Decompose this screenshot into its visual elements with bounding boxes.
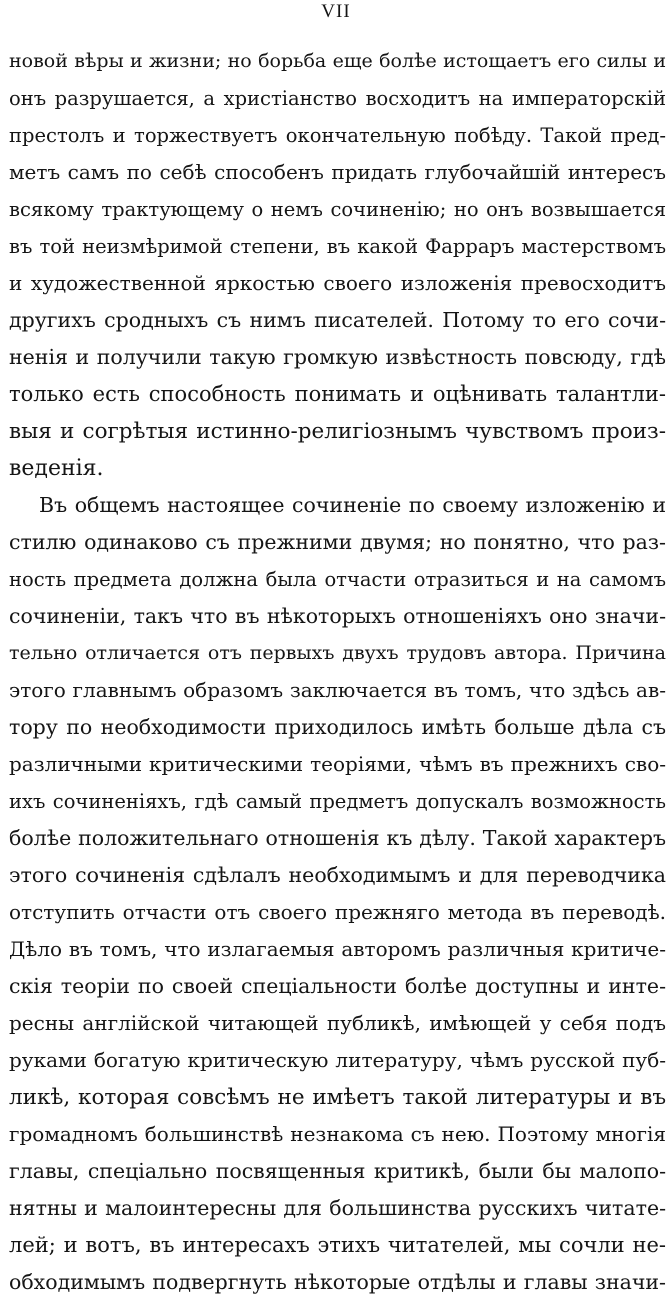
text-line: лей; и вотъ, въ интересахъ этихъ читателей, мы сочли не- (9, 1233, 666, 1257)
text-line: другихъ сродныхъ съ нимъ писателей. Потому то его сочи- (9, 308, 666, 332)
text-line: только есть способность понимать и оцѣнивать талантли- (9, 382, 666, 406)
text-line: отступить отчасти отъ своего прежняго метода въ переводѣ. (9, 900, 666, 924)
text-line: престолъ и торжествуетъ окончательную побѣду. Такой пред- (9, 124, 666, 147)
text-line: ликѣ, которая совсѣмъ не имѣетъ такой литературы и въ (9, 1085, 666, 1110)
text-line: тору по необходимости приходилось имѣть больше дѣла съ (9, 715, 666, 739)
text-line: этого главнымъ образомъ заключается въ томъ, что здѣсь ав- (9, 678, 666, 702)
text-line: стилю одинаково съ прежними двумя; но понятно, что раз- (9, 530, 666, 554)
text-line: выя и согрѣтыя истинно-религіознымъ чувствомъ произ- (9, 419, 666, 444)
text-line: этого сочиненія сдѣлалъ необходимымъ и для переводчика (9, 863, 666, 887)
text-line: всякому трактующему о немъ сочиненію; но онъ возвышается (9, 198, 666, 221)
paragraph-end-line: веденія. (9, 456, 104, 481)
text-line: ность предмета должна была отчасти отразиться и на самомъ (9, 568, 666, 591)
text-line: ресны англійской читающей публикѣ, имѣющей у себя подъ (9, 1011, 666, 1035)
body-text (9, 43, 666, 1301)
text-line: громадномъ большинствѣ незнакома съ нею. Поэтому многія (9, 1122, 666, 1146)
text-line: новой вѣры и жизни; но борьба еще болѣе истощаетъ его силы и (9, 50, 666, 72)
text-line: скія теоріи по своей спеціальности болѣе доступны и инте- (9, 974, 666, 998)
page-number: VII (321, 1, 351, 22)
text-line: метъ самъ по себѣ способенъ придать глубочайшій интересъ (9, 160, 666, 184)
text-line: различными критическими теоріями, чѣмъ въ прежнихъ сво- (9, 752, 666, 776)
text-line: онъ разрушается, а христіанство восходитъ на императорскій (9, 87, 666, 110)
paragraph-start-line: Въ общемъ настоящее сочиненіе по своему изложенію и (39, 493, 666, 517)
text-line: главы, спеціально посвященныя критикѣ, были бы малопо- (9, 1159, 666, 1183)
text-line: ихъ сочиненіяхъ, гдѣ самый предметъ допускалъ возможность (9, 790, 666, 813)
text-line: нятны и малоинтересны для большинства русскихъ читате- (9, 1196, 666, 1220)
text-line: сочиненіи, такъ что въ нѣкоторыхъ отношеніяхъ оно значи- (9, 604, 666, 628)
text-line: и художественной яркостью своего изложенія превосходитъ (9, 271, 666, 295)
text-line: болѣе положительнаго отношенія къ дѣлу. Такой характеръ (9, 826, 666, 850)
text-line: Дѣло въ томъ, что излагаемыя авторомъ различныя критиче- (9, 937, 666, 961)
text-line: тельно отличается отъ первыхъ двухъ трудовъ автора. Причина (9, 642, 666, 664)
text-line: обходимымъ подвергнуть нѣкоторые отдѣлы и главы значи- (9, 1270, 666, 1294)
text-line: въ той неизмѣримой степени, въ какой Фарраръ мастерствомъ (9, 235, 666, 258)
text-line: руками богатую критическую литературу, чѣмъ русской пуб- (9, 1048, 666, 1072)
text-line: ненія и получили такую громкую извѣстность повсюду, гдѣ (9, 345, 666, 369)
